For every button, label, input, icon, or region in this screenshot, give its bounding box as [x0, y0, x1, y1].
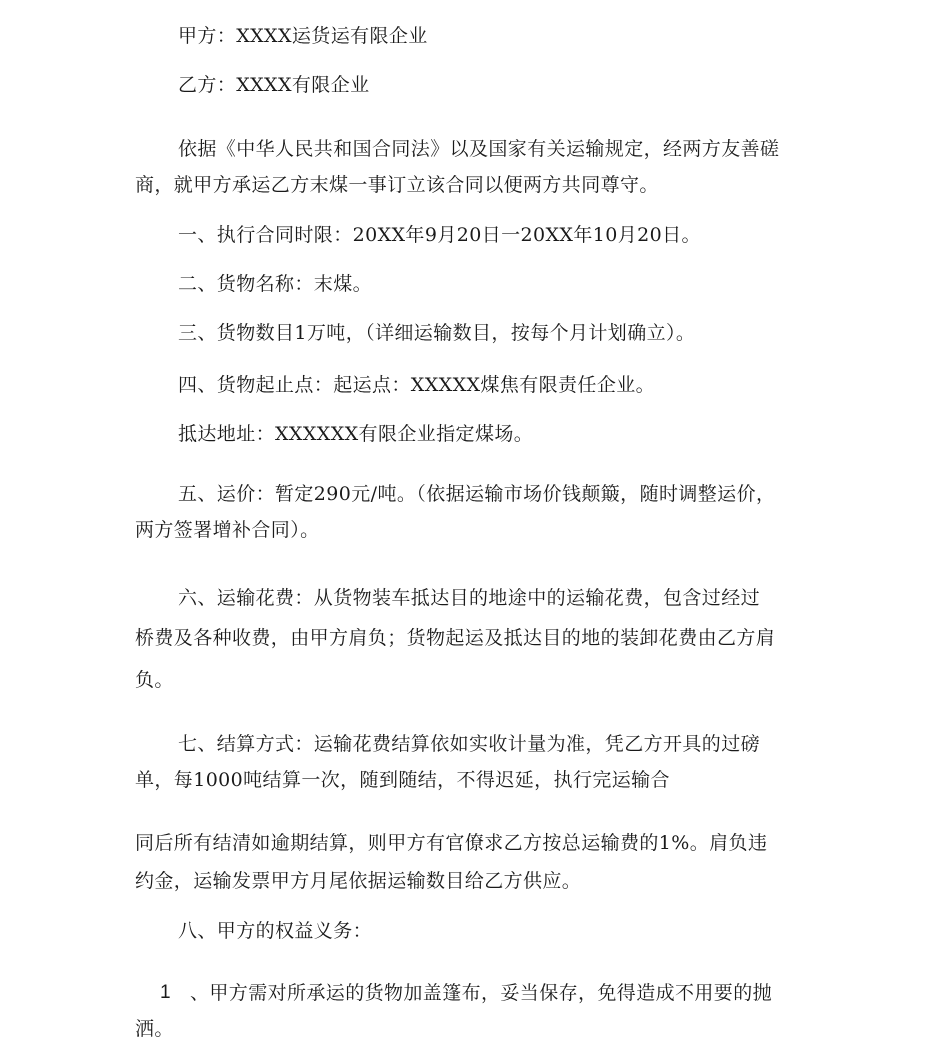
clause-7-line-4: 约金，运输发票甲方月尾依据运输数目给乙方供应。 — [135, 870, 582, 892]
clause-2: 二、货物名称：末煤。 — [178, 273, 373, 295]
clause-8-heading: 八、甲方的权益义务： — [178, 920, 373, 942]
clause-4-destination: 抵达地址：XXXXXX有限企业指定煤场。 — [178, 423, 534, 445]
clause-5-line-2: 两方签署增补合同）。 — [135, 519, 320, 541]
clause-6-line-3: 负。 — [135, 669, 174, 691]
preamble-line-1: 依据《中华人民共和国合同法》以及国家有关运输规定，经两方友善磋 — [178, 138, 780, 160]
clause-6-line-2: 桥费及各种收费，由甲方肩负；货物起运及抵达目的地的装卸花费由乙方肩 — [135, 627, 776, 649]
clause-7-line-2: 单，每1000吨结算一次，随到随结，不得迟延，执行完运输合 — [135, 769, 670, 791]
party-b-line: 乙方：XXXX有限企业 — [178, 74, 370, 96]
preamble-line-2: 商，就甲方承运乙方末煤一事订立该合同以便两方共同尊守。 — [135, 174, 659, 196]
party-a-line: 甲方：XXXX运货运有限企业 — [178, 25, 428, 47]
clause-4: 四、货物起止点：起运点：XXXXX煤焦有限责任企业。 — [178, 374, 656, 396]
clause-3: 三、货物数目1万吨，（详细运输数目，按每个月计划确立）。 — [178, 322, 696, 344]
clause-7-line-3: 同后所有结清如逾期结算，则甲方有官僚求乙方按总运输费的1%。肩负违 — [135, 832, 768, 854]
clause-1: 一、执行合同时限：20XX年9月20日一20XX年10月20日。 — [178, 224, 701, 246]
clause-5-line-1: 五、运价：暂定290元/吨。（依据运输市场价钱颠簸，随时调整运价， — [178, 483, 776, 505]
clause-6-line-1: 六、运输花费：从货物装车抵达目的地途中的运输花费，包含过经过 — [178, 587, 761, 609]
item-1-line-2: 洒。 — [135, 1018, 174, 1040]
clause-7-line-1: 七、结算方式：运输花费结算依如实收计量为准，凭乙方开具的过磅 — [178, 733, 761, 755]
item-1-number: 1 — [160, 982, 171, 1003]
item-1-line-1: 、甲方需对所承运的货物加盖篷布，妥当保存，免得造成不用要的抛 — [190, 982, 773, 1004]
